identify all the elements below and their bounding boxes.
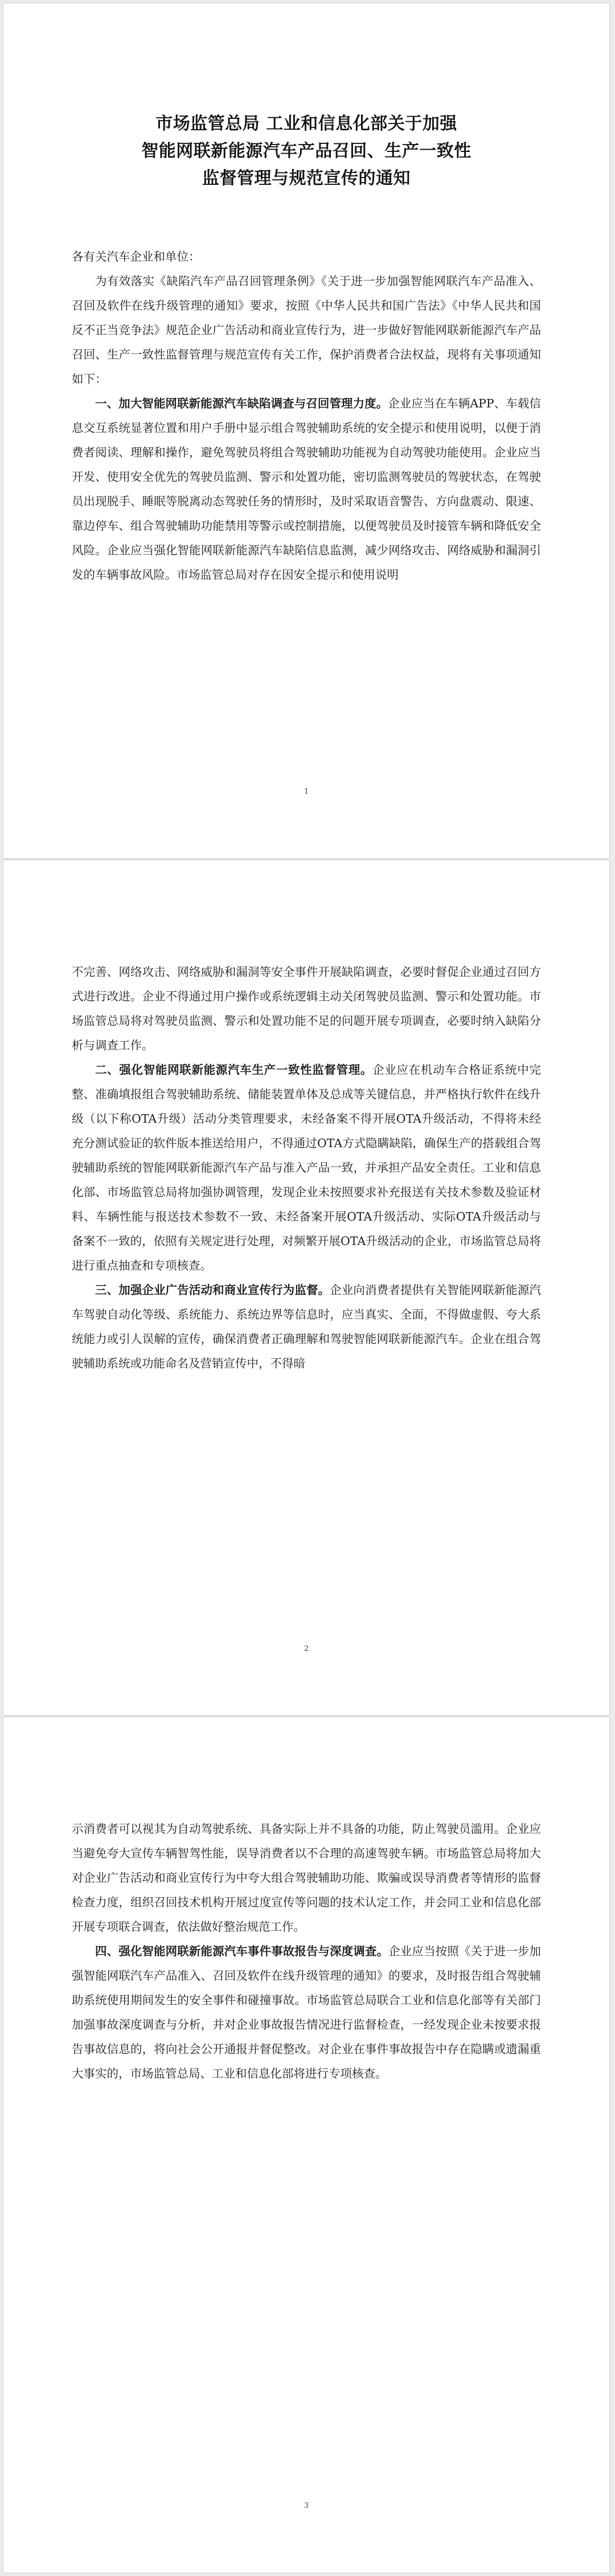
page-number: 3: [304, 2501, 309, 2510]
paragraph-item-3-continued: [72, 1817, 541, 1939]
paragraph-intro: [72, 269, 541, 391]
title-line-2: 智能网联新能源汽车产品召回、生产一致性: [141, 141, 472, 161]
title-line-1: 市场监管总局 工业和信息化部关于加强: [155, 114, 457, 134]
paragraph-item-2: [72, 1058, 541, 1278]
paragraph-item-1: [72, 391, 541, 587]
paragraph-heading: 三、加强企业广告活动和商业宣传行为监督。: [95, 1283, 330, 1297]
title-line-3: 监督管理与规范宣传的通知: [202, 168, 411, 188]
paragraph-text: 企业向消费者提供有关智能网联新能源汽车驾驶自动化等级、系统能力、系统边界等信息时，应当真实、全面，不得做虚假、夸大系统能力或引人误解的宣传，确保消费者正确理解和驾驶智能网联新能源汽车。企业在组合驾驶辅助系统或功能命名及营销宣传中，不得暗: [72, 1283, 542, 1370]
document-page-1: [3, 3, 609, 858]
paragraph-item-4: [72, 1939, 541, 2086]
document-page-3: [3, 1717, 609, 2573]
document-title: [72, 3, 541, 192]
document-page-2: [3, 860, 609, 1715]
paragraph-text: 示消费者可以视其为自动驾驶系统、具备实际上并不具备的功能，防止驾驶员滥用。企业应当避免夸大宣传车辆智驾性能，误导消费者以不合理的高速驾驶车辆。市场监管总局将加大对企业广告活动和商业宣传行为中夸大组合驾驶辅助功能、欺骗或误导消费者等情形的监督检查力度，组织召回技术机构开展过度宣传等问题的技术认定工作，并会同工业和信息化部开展专项联合调查，依法做好整治规范工作。: [72, 1822, 541, 1934]
page-body: [72, 1717, 541, 2086]
paragraph-text: 企业应在机动车合格证系统中完整、准确填报组合驾驶辅助系统、储能装置单体及总成等关键信息，并严格执行软件在线升级（以下称OTA升级）活动分类管理要求，未经备案不得开展OTA升级活动，不得将未经充分测试验证的软件版本推送给用户，不得通过OTA方式隐瞒缺陷，确保生产的搭载组合驾驶辅助系统的智能网联新能源汽车产品与准入产品一致，并承担产品安全责任。工业和信息化部、市场监管总局将加强协调管理，发现企业未按照要求补充报送有关技术参数及验证材料、车辆性能与报送技术参数不一致、未经备案开展OTA升级活动、实际OTA升级活动与备案不一致的，依照有关规定进行处理，对频繁开展OTA升级活动的企业，市场监管总局将进行重点抽查和专项核查。: [72, 1063, 542, 1272]
page-number: 2: [304, 1644, 309, 1653]
page-body: [72, 860, 541, 1376]
paragraph-text: 企业应当按照《关于进一步加强智能网联汽车产品准入、召回及软件在线升级管理的通知》的要求，及时报告组合驾驶辅助系统使用期间发生的安全事件和碰撞事故。市场监管总局联合工业和信息化部等有关部门加强事故深度调查与分析，并对企业事故报告情况进行监督检查，一经发现企业未按要求报告事故信息的，将向社会公开通报并督促整改。对企业在事件事故报告中存在隐瞒或遗漏重大事实的，市场监管总局、工业和信息化部将进行专项核查。: [72, 1944, 541, 2080]
paragraph-text: 企业应当在车辆APP、车载信息交互系统显著位置和用户手册中显示组合驾驶辅助系统的安全提示和使用说明，以便于消费者阅读、理解和操作，避免驾驶员将组合驾驶辅助功能视为自动驾驶功能使用。企业应当开发、使用安全优先的驾驶员监测、警示和处置功能，密切监测驾驶员的驾驶状态，在驾驶员出现脱手、睡眠等脱离动态驾驶任务的情形时，及时采取语音警告、方向盘震动、限速、靠边停车、组合驾驶辅助功能禁用等警示或控制措施，以便驾驶员及时接管车辆和降低安全风险。企业应当强化智能网联新能源汽车缺陷信息监测，减少网络攻击、网络威胁和漏洞引发的车辆事故风险。市场监管总局对存在因安全提示和使用说明: [72, 397, 541, 582]
paragraph-heading: 四、强化智能网联新能源汽车事件事故报告与深度调查。: [95, 1944, 389, 1958]
paragraph-heading: 二、强化智能网联新能源汽车生产一致性监督管理。: [95, 1063, 373, 1077]
salutation: 各有关汽车企业和单位：: [72, 250, 200, 263]
page-number: 1: [304, 788, 309, 796]
paragraph-text: 为有效落实《缺陷汽车产品召回管理条例》《关于进一步加强智能网联汽车产品准入、召回及软件在线升级管理的通知》要求，按照《中华人民共和国广告法》《中华人民共和国反不正当竞争法》规范企业广告活动和商业宣传行为，进一步做好智能网联新能源汽车产品召回、生产一致性监督管理与规范宣传有关工作，保护消费者合法权益，现将有关事项通知如下：: [72, 274, 541, 386]
paragraph-heading: 一、加大智能网联新能源汽车缺陷调查与召回管理力度。: [95, 397, 388, 410]
paragraph-text: 不完善、网络攻击、网络威胁和漏洞等安全事件开展缺陷调查，必要时督促企业通过召回方式进行改进。企业不得通过用户操作或系统逻辑主动关闭驾驶员监测、警示和处置功能。市场监管总局将对驾驶员监测、警示和处置功能不足的问题开展专项调查，必要时纳入缺陷分析与调查工作。: [72, 965, 541, 1052]
paragraph-item-1-continued: [72, 960, 541, 1058]
paragraph-item-3: [72, 1278, 541, 1376]
